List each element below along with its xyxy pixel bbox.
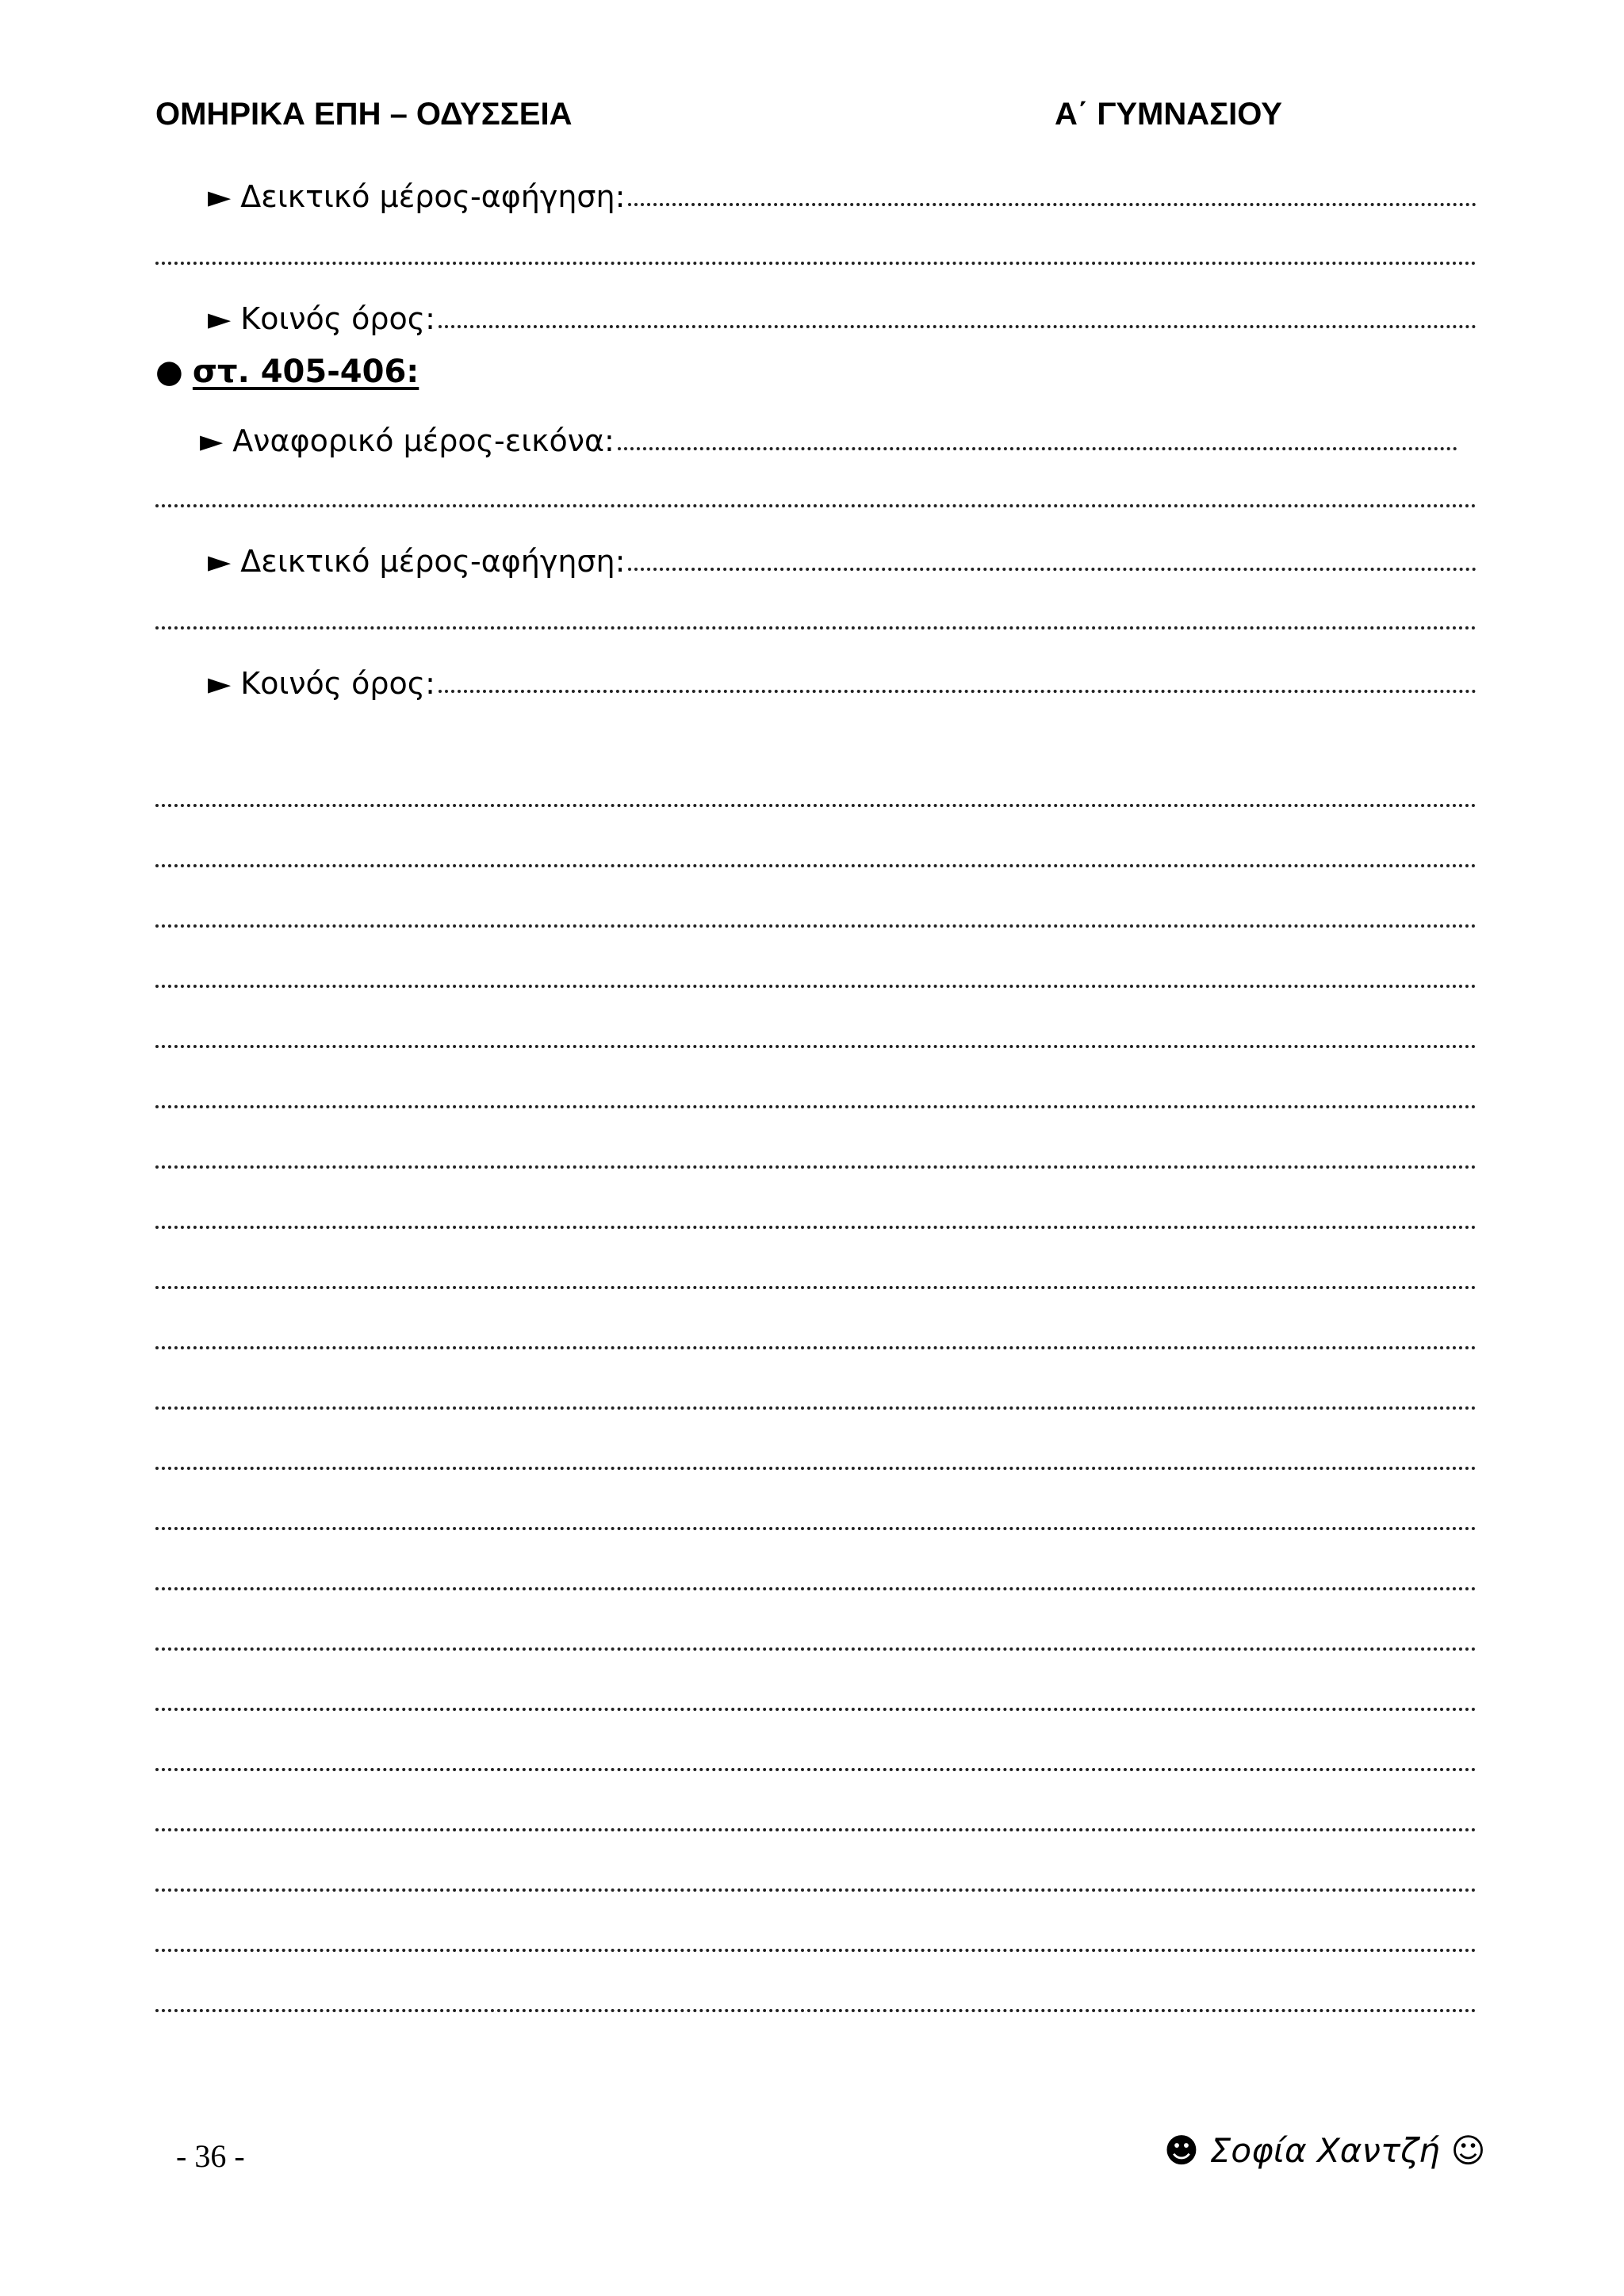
writing-line[interactable] <box>155 1768 1477 1771</box>
writing-line[interactable] <box>155 1045 1477 1048</box>
koinos-label-2: ► Κοινός όρος: <box>208 666 435 701</box>
deiktiko-row-1 <box>208 170 1477 214</box>
author-name: Σοφία Χαντζή <box>1209 2131 1440 2170</box>
writing-line[interactable] <box>155 1286 1477 1289</box>
writing-line[interactable] <box>155 1647 1477 1651</box>
answer-line[interactable] <box>155 504 1477 507</box>
writing-line[interactable] <box>155 1527 1477 1530</box>
writing-line[interactable] <box>155 864 1477 867</box>
deiktiko-row-2 <box>208 534 1477 579</box>
answer-line[interactable] <box>155 626 1477 629</box>
anaforiko-row <box>200 414 1457 458</box>
writing-line[interactable] <box>155 1105 1477 1108</box>
smiley-outline-icon: ☺ <box>1450 2131 1486 2170</box>
koinos-row-1 <box>208 292 1477 336</box>
writing-line[interactable] <box>155 804 1477 807</box>
writing-line[interactable] <box>155 1165 1477 1169</box>
answer-dots[interactable] <box>439 290 1477 328</box>
header-class: Α΄ ΓΥΜΝΑΣΙΟΥ <box>1055 97 1282 132</box>
writing-line[interactable] <box>155 1828 1477 1831</box>
writing-line[interactable] <box>155 1949 1477 1952</box>
answer-dots[interactable] <box>628 533 1477 571</box>
writing-line[interactable] <box>155 1708 1477 1711</box>
writing-line[interactable] <box>155 924 1477 928</box>
bullet-icon: ● <box>155 354 183 390</box>
author-signature <box>1164 2131 1485 2170</box>
anaforiko-label: ► Αναφορικό μέρος-εικόνα: <box>200 423 615 458</box>
writing-line[interactable] <box>155 1346 1477 1349</box>
smiley-filled-icon: ☻ <box>1164 2131 1199 2170</box>
answer-dots[interactable] <box>628 168 1477 206</box>
section-label: στ. 405-406: <box>192 354 419 390</box>
answer-dots[interactable] <box>439 655 1477 693</box>
writing-line[interactable] <box>155 1587 1477 1590</box>
writing-line[interactable] <box>155 1226 1477 1229</box>
writing-line[interactable] <box>155 985 1477 988</box>
koinos-row-2 <box>208 656 1477 701</box>
section-heading <box>155 354 419 390</box>
answer-dots[interactable] <box>618 412 1457 450</box>
answer-line[interactable] <box>155 262 1477 265</box>
page-number: - 36 - <box>176 2138 245 2174</box>
deiktiko-label-2: ► Δεικτικό μέρος-αφήγηση: <box>208 544 626 579</box>
writing-line[interactable] <box>155 2009 1477 2012</box>
header-title: ΟΜΗΡΙΚΑ ΕΠΗ – ΟΔΥΣΣΕΙΑ <box>155 97 573 132</box>
deiktiko-label-1: ► Δεικτικό μέρος-αφήγηση: <box>208 179 626 214</box>
writing-line[interactable] <box>155 1888 1477 1892</box>
writing-line[interactable] <box>155 1467 1477 1470</box>
koinos-label-1: ► Κοινός όρος: <box>208 301 435 336</box>
writing-line[interactable] <box>155 1406 1477 1410</box>
